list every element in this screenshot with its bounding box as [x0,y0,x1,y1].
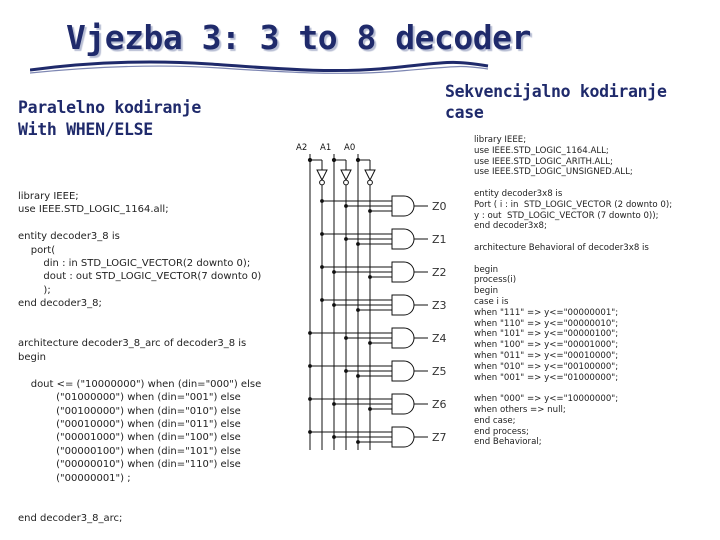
and-gate-z3 [392,295,414,315]
junction-dot [369,276,372,279]
output-label-z6: Z6 [432,398,447,411]
junction-dot [309,332,312,335]
junction-dot [321,266,324,269]
junction-dot [357,243,360,246]
and-gate-z6 [392,394,414,414]
junction-dot [345,205,348,208]
inverter-gate [365,170,375,180]
output-label-z1: Z1 [432,233,447,246]
parallel-coding-heading: Paralelno kodiranje With WHEN/ELSE [18,98,202,139]
input-label-a0: A0 [344,143,356,153]
junction-dot [309,398,312,401]
and-gate-z5 [392,361,414,381]
decoder-logic-diagram [288,138,470,460]
output-label-z0: Z0 [432,200,447,213]
junction-dot [309,365,312,368]
junction-dot [333,304,336,307]
output-label-z4: Z4 [432,332,447,345]
junction-dot [357,375,360,378]
and-gate-z7 [392,427,414,447]
and-gate-z0 [392,196,414,216]
junction-dot [309,431,312,434]
junction-dot [357,309,360,312]
inverter-gate [341,170,351,180]
case-vhdl-code: library IEEE; use IEEE.STD_LOGIC_1164.ALL; use IEEE.STD_LOGIC_ARITH.ALL; use IEEE.STD_LOGIC_UNSIGNED.ALL; entity decoder3x8 is Port ( i : in STD_LOGIC_VECTOR (2 downto 0); y : out STD_LOGIC_VECTOR (7 downto 0)); end decoder3x8; architecture Behavioral of decoder3x8 is begin process(i) begin case i is when "111" => y<="00000001"; when "110" => y<="00000010"; when "101" => y<="00000100"; when "100" => y<="00001000"; when "011" => y<="00010000"; when "010" => y<="00100000"; when "001" => y<="01000000"; when "000" => y<="10000000"; when others => null; end case; end process; end Behavioral; [474,135,673,448]
title-underline-decoration [30,58,490,78]
and-gate-z1 [392,229,414,249]
slide-title: Vjezba 3: 3 to 8 decoder [66,18,531,57]
junction-dot [369,342,372,345]
input-label-a1: A1 [320,143,332,153]
input-label-a2: A2 [296,143,308,153]
output-label-z5: Z5 [432,365,447,378]
inverter-bubble [344,180,349,185]
junction-dot [345,337,348,340]
output-label-z3: Z3 [432,299,447,312]
junction-dot [333,436,336,439]
and-gate-z2 [392,262,414,282]
and-gate-z4 [392,328,414,348]
inverter-bubble [368,180,373,185]
junction-dot [345,238,348,241]
junction-dot [357,441,360,444]
junction-dot [321,233,324,236]
junction-dot [321,299,324,302]
junction-dot [369,408,372,411]
junction-dot [345,370,348,373]
junction-dot [333,271,336,274]
when-else-vhdl-code: library IEEE; use IEEE.STD_LOGIC_1164.all; entity decoder3_8 is port( din : in STD_LOGIC_VECTOR(2 downto 0); dout : out STD_LOGIC_VECTOR(7 downto 0) ); end decoder3_8; architecture decoder3_8_arc of decoder3_8 is begin dout <= ("10000000") when (din="000") else ("01000000") when (din="001") else ("00100000") when (din="010") else ("00010000") when (din="011") else ("00001000") when (din="100") else ("00000100") when (din="101") else ("00000010") when (din="110") else ("00000001") ; end decoder3_8_arc; [18,191,262,524]
output-label-z2: Z2 [432,266,447,279]
inverter-gate [317,170,327,180]
output-label-z7: Z7 [432,431,447,444]
junction-dot [333,403,336,406]
junction-dot [321,200,324,203]
junction-dot [369,210,372,213]
inverter-bubble [320,180,325,185]
sequential-coding-heading: Sekvencijalno kodiranje case [445,82,667,122]
